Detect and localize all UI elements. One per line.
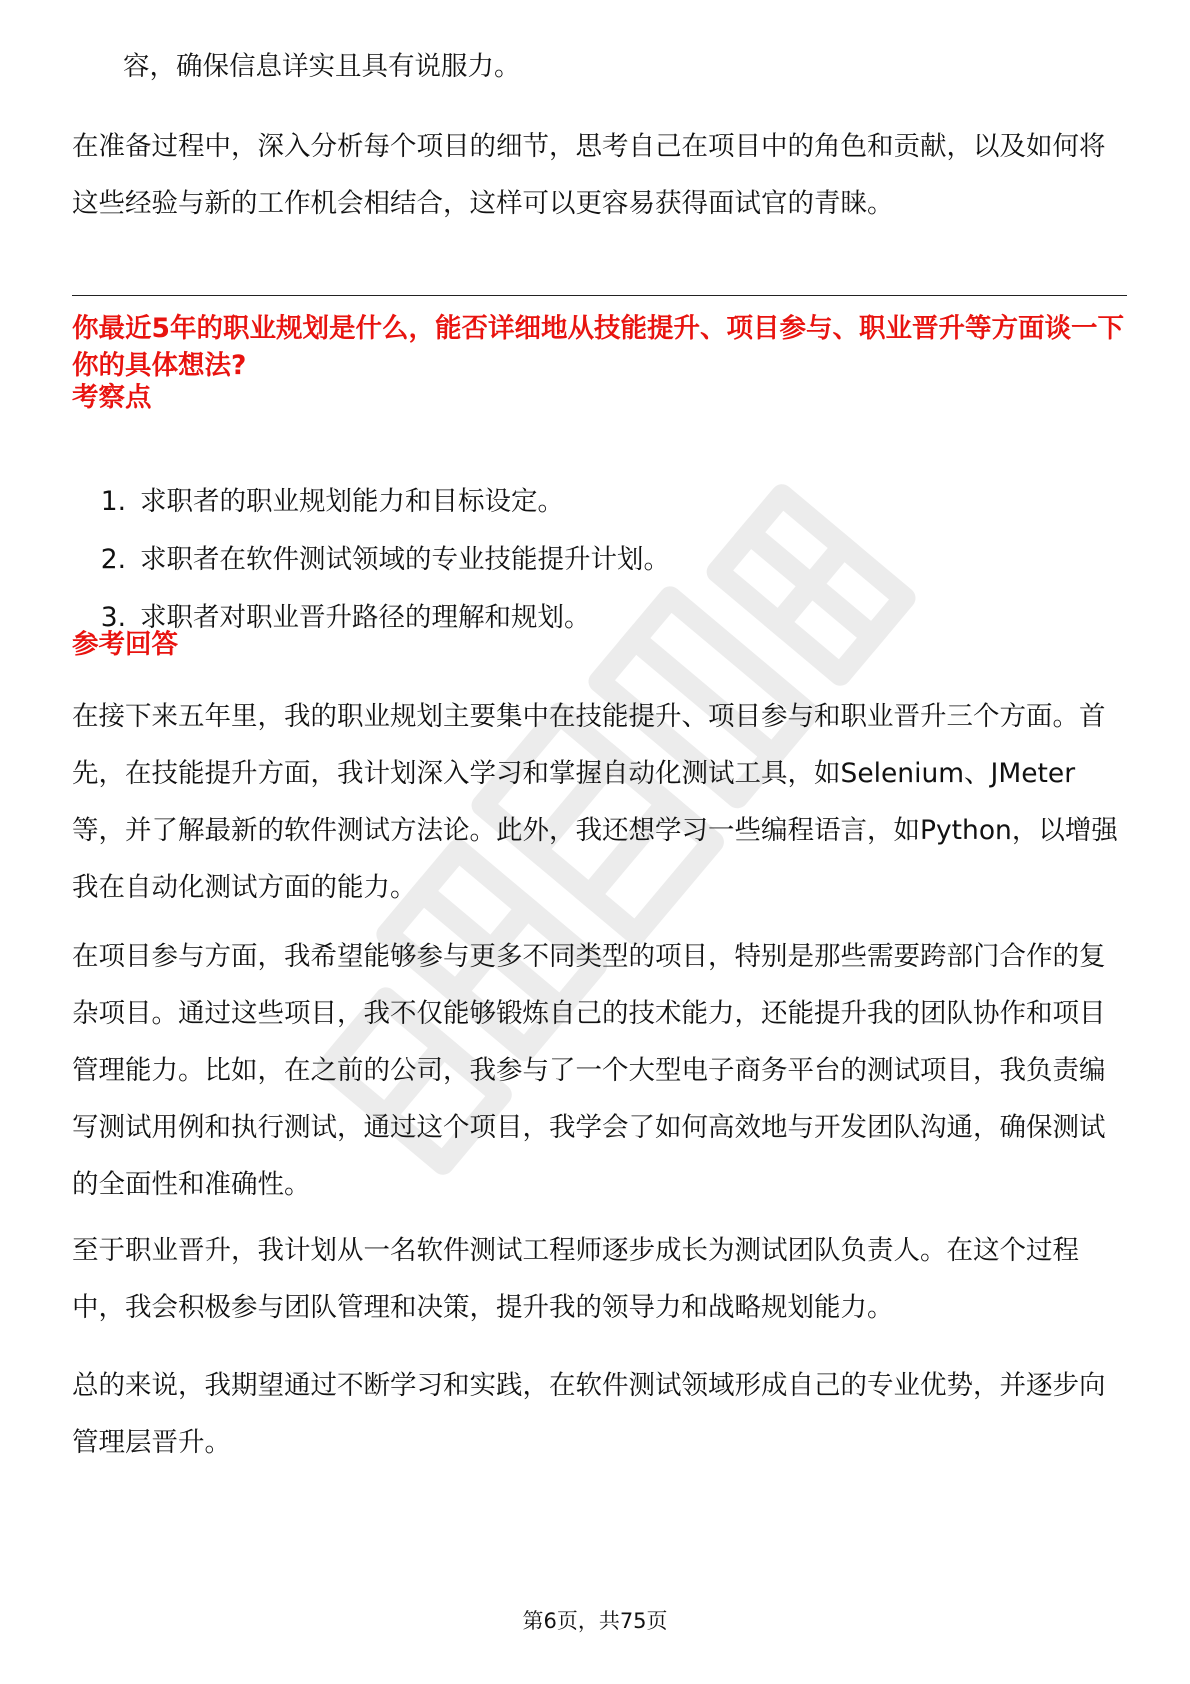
list-text: 求职者在软件测试领域的专业技能提升计划。 [140, 544, 670, 575]
answer-paragraph: 在接下来五年里，我的职业规划主要集中在技能提升、项目参与和职业晋升三个方面。首先，在技能提升方面，我计划深入学习和掌握自动化测试工具，如Selenium、JMeter等，并了解最新的软件测试方法论。此外，我还想学习一些编程语言，如Python，以增强我在自动化测试方面的能力。 [72, 701, 1118, 903]
list-item [72, 478, 670, 536]
list-text: 求职者的职业规划能力和目标设定。 [140, 486, 564, 517]
page-number: 第6页，共75页 [522, 1609, 668, 1633]
answer-paragraph: 总的来说，我期望通过不断学习和实践，在软件测试领域形成自己的专业优势，并逐步向管理层晋升。 [72, 1370, 1106, 1458]
paragraph-preparation: 在准备过程中，深入分析每个项目的细节，思考自己在项目中的角色和贡献，以及如何将这些经验与新的工作机会相结合，这样可以更容易获得面试官的青睐。 [72, 131, 1106, 219]
answer-paragraph: 在项目参与方面，我希望能够参与更多不同类型的项目，特别是那些需要跨部门合作的复杂项目。通过这些项目，我不仅能够锻炼自己的技术能力，还能提升我的团队协作和项目管理能力。比如，在之前的公司，我参与了一个大型电子商务平台的测试项目，我负责编写测试用例和执行测试，通过这个项目，我学会了如何高效地与开发团队沟通，确保测试的全面性和准确性。 [72, 941, 1106, 1200]
answer-heading: 参考回答 [72, 629, 178, 660]
list-item [72, 536, 670, 594]
list-number: 1. [100, 486, 126, 517]
assessment-heading: 考察点 [72, 382, 152, 413]
question-heading: 你最近5年的职业规划是什么，能否详细地从技能提升、项目参与、职业晋升等方面谈一下你的具体想法? [72, 313, 1124, 381]
answer-paragraph: 至于职业晋升，我计划从一名软件测试工程师逐步成长为测试团队负责人。在这个过程中，我会积极参与团队管理和决策，提升我的领导力和战略规划能力。 [72, 1235, 1079, 1323]
section-divider [72, 295, 1127, 296]
list-text: 求职者对职业晋升路径的理解和规划。 [140, 602, 591, 633]
list-number: 3. [100, 602, 126, 633]
list-number: 2. [100, 544, 126, 575]
paragraph-continuation: 容，确保信息详实且具有说服力。 [123, 51, 521, 82]
